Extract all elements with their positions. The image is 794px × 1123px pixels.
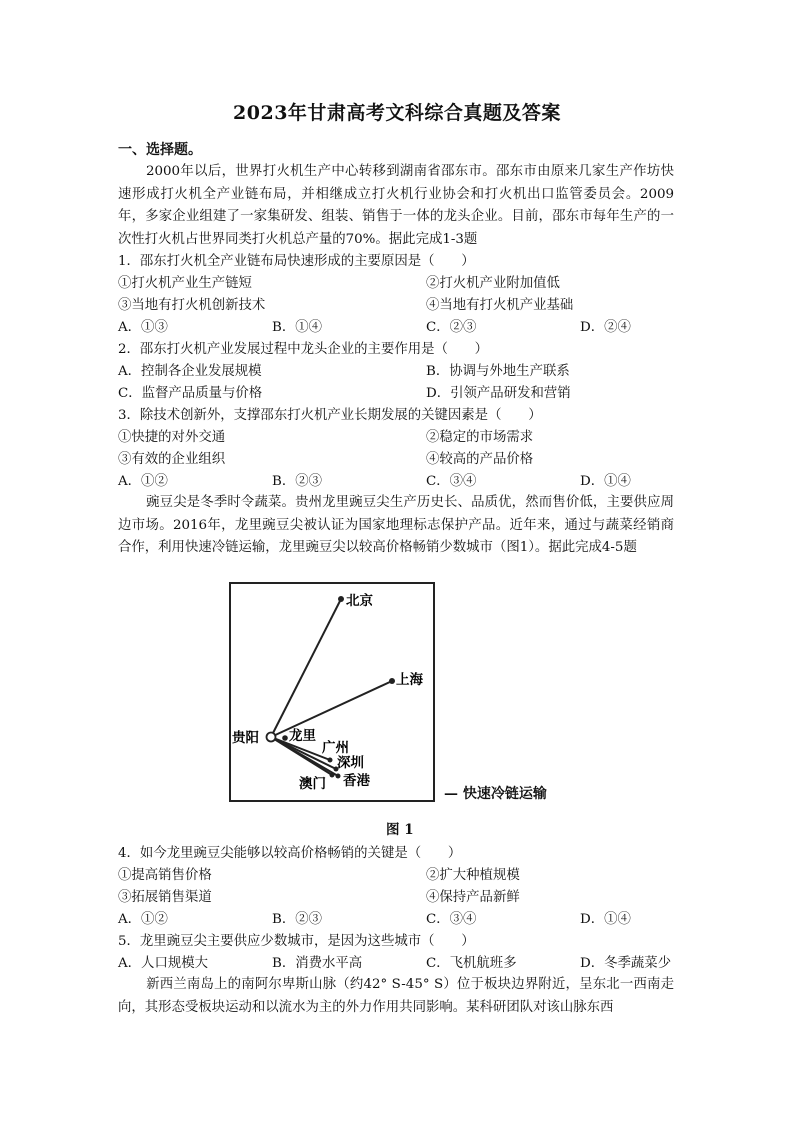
q5-choice-d: D．冬季蔬菜少 (580, 956, 672, 971)
q3-item-2: ②稳定的市场需求 (426, 430, 534, 445)
q2-choice-a: A．控制各企业发展规模 (118, 364, 262, 379)
question-4-stem: 4．如今龙里豌豆尖能够以较高价格畅销的关键是（ ） (118, 846, 462, 861)
q5-choice-a: A．人口规模大 (118, 956, 209, 971)
q4-choice-d: D．①④ (580, 912, 631, 927)
label-aomen: 澳门 (299, 776, 326, 792)
label-shanghai: 上海 (396, 672, 423, 688)
label-guiyang: 贵阳 (232, 730, 259, 746)
q4-item-3: ③拓展销售渠道 (118, 890, 212, 905)
q1-item-2: ②打火机产业附加值低 (426, 276, 560, 291)
label-guangzhou: 广州 (322, 740, 349, 756)
figure-caption: 图 1 (386, 822, 414, 838)
xianggang-point (336, 774, 341, 779)
q1-choice-b: B．①④ (272, 320, 323, 335)
q4-item-2: ②扩大种植规模 (426, 868, 520, 883)
q5-choice-c: C．飞机航班多 (426, 956, 517, 971)
label-shenzhen: 深圳 (337, 755, 364, 771)
q1-item-4: ④当地有打火机产业基础 (426, 298, 574, 313)
q3-item-1: ①快捷的对外交通 (118, 430, 226, 445)
q1-item-1: ①打火机产业生产链短 (118, 276, 252, 291)
passage-3-text: 新西兰南岛上的南阿尔卑斯山脉（约42° S-45° S）位于板块边界附近，呈东北一西南走向，其形态受板块运动和以流水为主的外力作用共同影响。某科研团队对该山脉东西 (118, 977, 674, 1015)
q5-choice-b: B．消费水平高 (272, 956, 363, 971)
shanghai-point (389, 678, 395, 684)
q4-choice-c: C．③④ (426, 912, 477, 927)
aomen-point (330, 773, 335, 778)
guangzhou-point (328, 758, 333, 763)
guiyang-point (267, 733, 276, 742)
figure-legend: — 快速冷链运输 (444, 786, 547, 802)
label-beijing: 北京 (346, 593, 373, 609)
q4-item-4: ④保持产品新鲜 (426, 890, 520, 905)
q3-choice-d: D．①④ (580, 474, 631, 489)
q4-choice-b: B．②③ (272, 912, 323, 927)
route-map-figure (229, 582, 435, 802)
q1-choice-c: C．②③ (426, 320, 477, 335)
label-xianggang: 香港 (343, 773, 370, 789)
passage-2-text: 豌豆尖是冬季时令蔬菜。贵州龙里豌豆尖生产历史长、品质优，然而售价低，主要供应周边市场。2016年，龙里豌豆尖被认证为国家地理标志保护产品。近年来，通过与蔬菜经销商合作，利用快速冷链运输，龙里豌豆尖以较高价格畅销少数城市（图1）。据此完成4-5题 (118, 495, 674, 555)
q1-choice-d: D．②④ (580, 320, 631, 335)
q1-item-3: ③当地有打火机创新技术 (118, 298, 266, 313)
question-1-stem: 1．邵东打火机全产业链布局快速形成的主要原因是（ ） (118, 254, 475, 269)
label-longli: 龙里 (289, 728, 316, 744)
passage-1-text: 2000年以后，世界打火机生产中心转移到湖南省邵东市。邵东市由原来几家生产作坊快速形成打火机全产业链布局，并相继成立打火机行业协会和打火机出口监管委员会。2009年，多家企业组建了一家集研发、组装、销售于一体的龙头企业。目前，邵东市每年生产的一次性打火机占世界同类打火机总产量的70%。据此完成1-3题 (118, 164, 674, 247)
passage-2 (118, 492, 674, 560)
passage-1 (118, 161, 674, 251)
q4-choice-a: A．①② (118, 912, 168, 927)
q3-item-3: ③有效的企业组织 (118, 452, 226, 467)
question-3-stem: 3．除技术创新外，支撑邵东打火机产业长期发展的关键因素是（ ） (118, 408, 542, 423)
page-title: 2023年甘肃高考文科综合真题及答案 (233, 102, 561, 124)
q3-choice-b: B．②③ (272, 474, 323, 489)
longli-point (282, 735, 288, 741)
q3-choice-c: C．③④ (426, 474, 477, 489)
q2-choice-b: B．协调与外地生产联系 (426, 364, 570, 379)
passage-3 (118, 974, 674, 1019)
section-heading: 一、选择题。 (118, 142, 202, 158)
beijing-point (338, 596, 344, 602)
q4-item-1: ①提高销售价格 (118, 868, 212, 883)
q1-choice-a: A．①③ (118, 320, 168, 335)
q3-item-4: ④较高的产品价格 (426, 452, 534, 467)
question-5-stem: 5．龙里豌豆尖主要供应少数城市，是因为这些城市（ ） (118, 934, 475, 949)
q3-choice-a: A．①② (118, 474, 168, 489)
question-2-stem: 2．邵东打火机产业发展过程中龙头企业的主要作用是（ ） (118, 342, 489, 357)
q2-choice-c: C．监督产品质量与价格 (118, 386, 263, 401)
q2-choice-d: D．引领产品研发和营销 (426, 386, 571, 401)
